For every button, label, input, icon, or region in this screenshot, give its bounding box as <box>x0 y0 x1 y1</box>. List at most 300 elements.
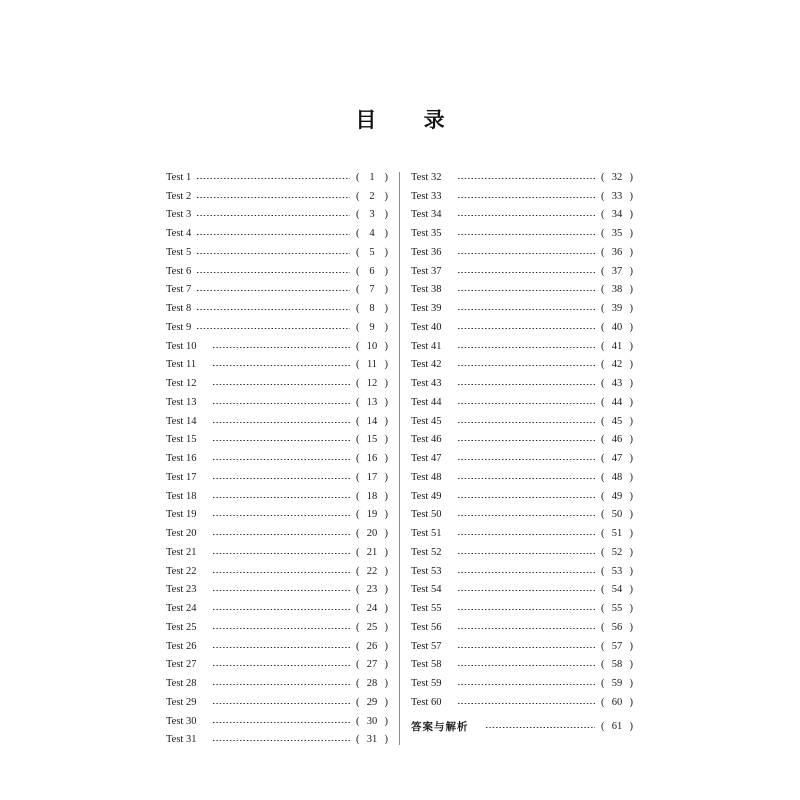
toc-entry-page <box>354 322 388 333</box>
dot-leader <box>212 609 350 610</box>
page-number: 22 <box>366 565 378 577</box>
page-number: 28 <box>366 678 378 690</box>
paren-open: ( <box>356 509 360 521</box>
toc-entry[interactable] <box>166 468 388 487</box>
dot-leader <box>457 440 595 441</box>
paren-open: ( <box>356 246 360 258</box>
paren-close: ) <box>629 720 633 732</box>
paren-close: ) <box>629 546 633 558</box>
dot-leader <box>212 684 350 685</box>
dot-leader <box>457 328 595 329</box>
toc-entry-page <box>599 659 633 670</box>
toc-entry[interactable] <box>166 299 388 318</box>
paren-close: ) <box>384 696 388 708</box>
page-number: 16 <box>366 453 378 465</box>
toc-entry[interactable] <box>411 543 633 562</box>
toc-right-column <box>411 168 633 736</box>
toc-entry-label: Test 51 <box>411 528 442 540</box>
toc-entry[interactable] <box>166 693 388 712</box>
page-number: 19 <box>366 509 378 521</box>
toc-entry-page <box>354 453 388 464</box>
paren-close: ) <box>629 621 633 633</box>
dot-leader <box>196 197 350 198</box>
toc-entry-label: Test 28 <box>166 678 197 690</box>
dot-leader <box>457 309 595 310</box>
page-number: 13 <box>366 396 378 408</box>
paren-close: ) <box>384 265 388 277</box>
dot-leader <box>212 590 350 591</box>
paren-close: ) <box>384 171 388 183</box>
toc-entry[interactable] <box>411 599 633 618</box>
paren-open: ( <box>601 546 605 558</box>
paren-open: ( <box>356 359 360 371</box>
toc-entry[interactable] <box>411 524 633 543</box>
toc-entry-page <box>354 641 388 652</box>
toc-entry[interactable] <box>411 318 633 337</box>
page-number: 23 <box>366 584 378 596</box>
toc-entry-page <box>354 209 388 220</box>
dot-leader <box>457 459 595 460</box>
paren-close: ) <box>384 471 388 483</box>
page-number: 11 <box>366 359 378 371</box>
paren-close: ) <box>384 603 388 615</box>
toc-entry[interactable] <box>411 562 633 581</box>
toc-entry-label: Test 45 <box>411 415 442 427</box>
paren-open: ( <box>356 678 360 690</box>
toc-entry[interactable] <box>411 449 633 468</box>
toc-entry-label: Test 16 <box>166 453 197 465</box>
toc-entry-label: Test 40 <box>411 321 442 333</box>
paren-open: ( <box>601 396 605 408</box>
paren-open: ( <box>601 678 605 690</box>
paren-open: ( <box>601 509 605 521</box>
dot-leader <box>457 272 595 273</box>
toc-entry-page <box>354 622 388 633</box>
toc-entry-label: Test 43 <box>411 378 442 390</box>
column-divider <box>399 172 400 745</box>
paren-close: ) <box>384 396 388 408</box>
toc-entry-page <box>354 491 388 502</box>
dot-leader <box>212 534 350 535</box>
dot-leader <box>212 403 350 404</box>
page-number: 20 <box>366 528 378 540</box>
page-number: 6 <box>369 265 375 277</box>
dot-leader <box>457 647 595 648</box>
paren-open: ( <box>601 171 605 183</box>
paren-close: ) <box>629 696 633 708</box>
paren-open: ( <box>356 734 360 746</box>
toc-entry-page <box>599 528 633 539</box>
page-number: 55 <box>611 603 623 615</box>
toc-entry-page <box>354 247 388 258</box>
toc-entry-page <box>599 697 633 708</box>
paren-open: ( <box>601 209 605 221</box>
page-number: 27 <box>366 659 378 671</box>
page-number: 49 <box>611 490 623 502</box>
paren-close: ) <box>629 415 633 427</box>
page-number: 29 <box>366 696 378 708</box>
toc-entry-label: Test 3 <box>166 209 192 221</box>
page-number: 42 <box>611 359 623 371</box>
paren-close: ) <box>384 321 388 333</box>
toc-entry-label: Test 14 <box>166 415 197 427</box>
toc-entry-label: Test 17 <box>166 471 197 483</box>
toc-entry-page <box>354 172 388 183</box>
paren-close: ) <box>629 340 633 352</box>
toc-entry-label: Test 8 <box>166 303 192 315</box>
dot-leader <box>457 628 595 629</box>
toc-entry-label: Test 23 <box>166 584 197 596</box>
paren-open: ( <box>601 720 605 732</box>
page-number: 57 <box>611 640 623 652</box>
dot-leader <box>212 665 350 666</box>
toc-entry-page <box>599 603 633 614</box>
paren-close: ) <box>384 415 388 427</box>
paren-close: ) <box>629 359 633 371</box>
dot-leader <box>457 347 595 348</box>
toc-entry-page <box>599 209 633 220</box>
paren-close: ) <box>384 378 388 390</box>
toc-entry[interactable] <box>166 168 388 187</box>
toc-entry[interactable] <box>166 599 388 618</box>
page-number: 9 <box>369 321 375 333</box>
toc-entry-page <box>354 716 388 727</box>
dot-leader <box>457 684 595 685</box>
paren-close: ) <box>629 209 633 221</box>
toc-entry-page <box>354 659 388 670</box>
toc-entry-page <box>599 509 633 520</box>
toc-entry-page <box>354 734 388 745</box>
toc-entry-page <box>599 247 633 258</box>
toc-entry-label: Test 50 <box>411 509 442 521</box>
toc-entry[interactable] <box>166 262 388 281</box>
toc-entry[interactable] <box>166 281 388 300</box>
paren-close: ) <box>384 621 388 633</box>
paren-open: ( <box>601 378 605 390</box>
paren-close: ) <box>384 546 388 558</box>
paren-close: ) <box>629 659 633 671</box>
toc-entry-page <box>599 266 633 277</box>
paren-open: ( <box>601 303 605 315</box>
paren-open: ( <box>356 715 360 727</box>
toc-entry-label: Test 12 <box>166 378 197 390</box>
toc-entry-page <box>599 359 633 370</box>
toc-entry[interactable] <box>166 731 388 750</box>
toc-entry-label: Test 36 <box>411 246 442 258</box>
toc-entry-label: Test 5 <box>166 246 192 258</box>
paren-open: ( <box>601 415 605 427</box>
paren-open: ( <box>601 640 605 652</box>
toc-entry-label: Test 46 <box>411 434 442 446</box>
dot-leader <box>196 253 350 254</box>
paren-close: ) <box>629 171 633 183</box>
page-number: 10 <box>366 340 378 352</box>
toc-entry[interactable] <box>166 224 388 243</box>
dot-leader <box>212 478 350 479</box>
toc-entry-page <box>599 491 633 502</box>
page-number: 48 <box>611 471 623 483</box>
paren-open: ( <box>356 696 360 708</box>
toc-entry[interactable] <box>411 506 633 525</box>
toc-entry-page <box>354 359 388 370</box>
toc-entry[interactable] <box>166 637 388 656</box>
page-number: 52 <box>611 546 623 558</box>
toc-entry-label: Test 22 <box>166 565 197 577</box>
toc-entry[interactable] <box>166 337 388 356</box>
toc-entry-page <box>599 566 633 577</box>
toc-entry-label: Test 48 <box>411 471 442 483</box>
toc-entry[interactable] <box>411 581 633 600</box>
dot-leader <box>212 459 350 460</box>
toc-entry-page <box>354 434 388 445</box>
toc-entry[interactable] <box>166 393 388 412</box>
paren-close: ) <box>629 565 633 577</box>
dot-leader <box>196 290 350 291</box>
paren-close: ) <box>629 246 633 258</box>
toc-entry-label: Test 27 <box>166 659 197 671</box>
page-number: 47 <box>611 453 623 465</box>
page-number: 33 <box>611 190 623 202</box>
toc-entry-label: Test 56 <box>411 621 442 633</box>
toc-entry[interactable] <box>166 656 388 675</box>
page-number: 59 <box>611 678 623 690</box>
toc-entry-label: Test 1 <box>166 171 192 183</box>
dot-leader <box>212 553 350 554</box>
toc-entry-label: Test 38 <box>411 284 442 296</box>
paren-close: ) <box>384 453 388 465</box>
toc-entry-page <box>599 678 633 689</box>
paren-open: ( <box>601 621 605 633</box>
paren-open: ( <box>601 528 605 540</box>
page-number: 46 <box>611 434 623 446</box>
toc-entry[interactable] <box>411 674 633 693</box>
toc-entry-label: Test 7 <box>166 284 192 296</box>
toc-entry[interactable] <box>166 543 388 562</box>
toc-entry[interactable] <box>411 618 633 637</box>
toc-entry-page <box>354 566 388 577</box>
dot-leader <box>196 234 350 235</box>
page-number: 56 <box>611 621 623 633</box>
paren-open: ( <box>356 584 360 596</box>
toc-entry-label: Test 24 <box>166 603 197 615</box>
toc-entry[interactable] <box>166 431 388 450</box>
toc-entry[interactable] <box>411 412 633 431</box>
toc-entry-label: Test 30 <box>166 715 197 727</box>
toc-entry-label: Test 11 <box>166 359 197 371</box>
toc-entry-label: Test 10 <box>166 340 197 352</box>
toc-entry[interactable] <box>411 262 633 281</box>
toc-entry[interactable] <box>166 618 388 637</box>
toc-entry-page <box>354 303 388 314</box>
paren-close: ) <box>384 303 388 315</box>
page-number: 26 <box>366 640 378 652</box>
paren-close: ) <box>629 303 633 315</box>
page-number: 50 <box>611 509 623 521</box>
toc-entry[interactable] <box>166 243 388 262</box>
toc-entry-page <box>599 341 633 352</box>
page-number: 18 <box>366 490 378 502</box>
paren-open: ( <box>356 340 360 352</box>
toc-entry[interactable] <box>411 187 633 206</box>
dot-leader <box>212 497 350 498</box>
page-number: 8 <box>369 303 375 315</box>
page-number: 39 <box>611 303 623 315</box>
toc-entry[interactable] <box>411 337 633 356</box>
paren-close: ) <box>629 640 633 652</box>
toc-entry[interactable] <box>411 431 633 450</box>
toc-entry-page <box>354 228 388 239</box>
toc-entry[interactable] <box>166 187 388 206</box>
paren-close: ) <box>629 584 633 596</box>
toc-entry-page <box>354 697 388 708</box>
paren-open: ( <box>601 246 605 258</box>
paren-close: ) <box>384 715 388 727</box>
toc-entry[interactable] <box>411 468 633 487</box>
paren-open: ( <box>356 621 360 633</box>
toc-entry-page <box>354 509 388 520</box>
toc-entry[interactable] <box>411 299 633 318</box>
paren-open: ( <box>601 659 605 671</box>
toc-entry[interactable] <box>411 393 633 412</box>
toc-entry[interactable] <box>411 656 633 675</box>
page-title: 目 录 <box>355 108 465 132</box>
toc-entry[interactable] <box>411 168 633 187</box>
toc-entry-page <box>599 641 633 652</box>
toc-entry-label: Test 29 <box>166 696 197 708</box>
toc-entry-page <box>599 416 633 427</box>
dot-leader <box>485 727 595 728</box>
paren-close: ) <box>384 640 388 652</box>
toc-entry[interactable] <box>166 581 388 600</box>
dot-leader <box>457 572 595 573</box>
toc-entry-label: Test 6 <box>166 265 192 277</box>
paren-open: ( <box>356 659 360 671</box>
paren-close: ) <box>629 265 633 277</box>
paren-open: ( <box>601 190 605 202</box>
paren-close: ) <box>384 228 388 240</box>
toc-entry-label: Test 37 <box>411 265 442 277</box>
toc-entry-page <box>599 453 633 464</box>
paren-open: ( <box>601 696 605 708</box>
toc-entry-page <box>599 284 633 295</box>
toc-entry-label: Test 49 <box>411 490 442 502</box>
page-number: 3 <box>369 209 375 221</box>
paren-close: ) <box>629 603 633 615</box>
paren-close: ) <box>629 453 633 465</box>
page-number: 15 <box>366 434 378 446</box>
paren-open: ( <box>601 471 605 483</box>
page-number: 21 <box>366 546 378 558</box>
toc-entry[interactable] <box>166 206 388 225</box>
paren-open: ( <box>356 546 360 558</box>
dot-leader <box>457 534 595 535</box>
toc-entry[interactable] <box>166 674 388 693</box>
toc-entry[interactable] <box>411 224 633 243</box>
toc-entry-label: Test 57 <box>411 640 442 652</box>
page-number: 38 <box>611 284 623 296</box>
toc-entry[interactable] <box>411 693 633 712</box>
page-number: 24 <box>366 603 378 615</box>
toc-entry[interactable] <box>166 356 388 375</box>
toc-entry-page <box>599 472 633 483</box>
paren-close: ) <box>629 396 633 408</box>
paren-open: ( <box>601 321 605 333</box>
toc-entry-label: Test 13 <box>166 396 197 408</box>
dot-leader <box>457 665 595 666</box>
paren-close: ) <box>629 434 633 446</box>
page-number: 4 <box>369 228 375 240</box>
toc-entry-page <box>599 721 633 732</box>
toc-entry-page <box>354 191 388 202</box>
paren-open: ( <box>356 453 360 465</box>
toc-entry[interactable] <box>166 374 388 393</box>
toc-entry[interactable] <box>411 281 633 300</box>
toc-entry[interactable] <box>166 487 388 506</box>
dot-leader <box>457 703 595 704</box>
toc-entry-page <box>354 603 388 614</box>
paren-close: ) <box>384 246 388 258</box>
paren-close: ) <box>629 321 633 333</box>
toc-entry-label: Test 35 <box>411 228 442 240</box>
paren-close: ) <box>384 565 388 577</box>
toc-entry-page <box>354 472 388 483</box>
toc-entry[interactable] <box>166 562 388 581</box>
toc-entry-label: Test 34 <box>411 209 442 221</box>
toc-entry[interactable] <box>411 356 633 375</box>
toc-entry-label: Test 39 <box>411 303 442 315</box>
dot-leader <box>457 197 595 198</box>
paren-close: ) <box>384 209 388 221</box>
dot-leader <box>457 365 595 366</box>
toc-entry-label: Test 59 <box>411 678 442 690</box>
toc-entry[interactable] <box>166 318 388 337</box>
dot-leader <box>212 722 350 723</box>
toc-entry[interactable] <box>411 374 633 393</box>
toc-entry-label: Test 32 <box>411 171 442 183</box>
paren-close: ) <box>629 378 633 390</box>
paren-close: ) <box>384 340 388 352</box>
dot-leader <box>457 178 595 179</box>
toc-entry[interactable] <box>411 206 633 225</box>
paren-open: ( <box>356 528 360 540</box>
toc-entry[interactable] <box>411 487 633 506</box>
toc-entry[interactable] <box>411 637 633 656</box>
toc-entry-answers[interactable] <box>411 717 633 736</box>
dot-leader <box>212 365 350 366</box>
toc-entry-label: Test 42 <box>411 359 442 371</box>
toc-entry-label: Test 54 <box>411 584 442 596</box>
toc-entry-page <box>599 191 633 202</box>
dot-leader <box>457 384 595 385</box>
toc-entry[interactable] <box>166 506 388 525</box>
paren-close: ) <box>384 528 388 540</box>
dot-leader <box>212 740 350 741</box>
paren-close: ) <box>384 509 388 521</box>
paren-open: ( <box>356 603 360 615</box>
toc-entry[interactable] <box>166 412 388 431</box>
dot-leader <box>196 178 350 179</box>
paren-open: ( <box>356 565 360 577</box>
toc-entry[interactable] <box>166 449 388 468</box>
toc-entry[interactable] <box>411 243 633 262</box>
toc-entry-page <box>599 378 633 389</box>
toc-entry-page <box>599 172 633 183</box>
paren-close: ) <box>384 678 388 690</box>
toc-entry[interactable] <box>166 712 388 731</box>
toc-entry-label: Test 55 <box>411 603 442 615</box>
toc-entry-page <box>599 622 633 633</box>
toc-entry[interactable] <box>166 524 388 543</box>
